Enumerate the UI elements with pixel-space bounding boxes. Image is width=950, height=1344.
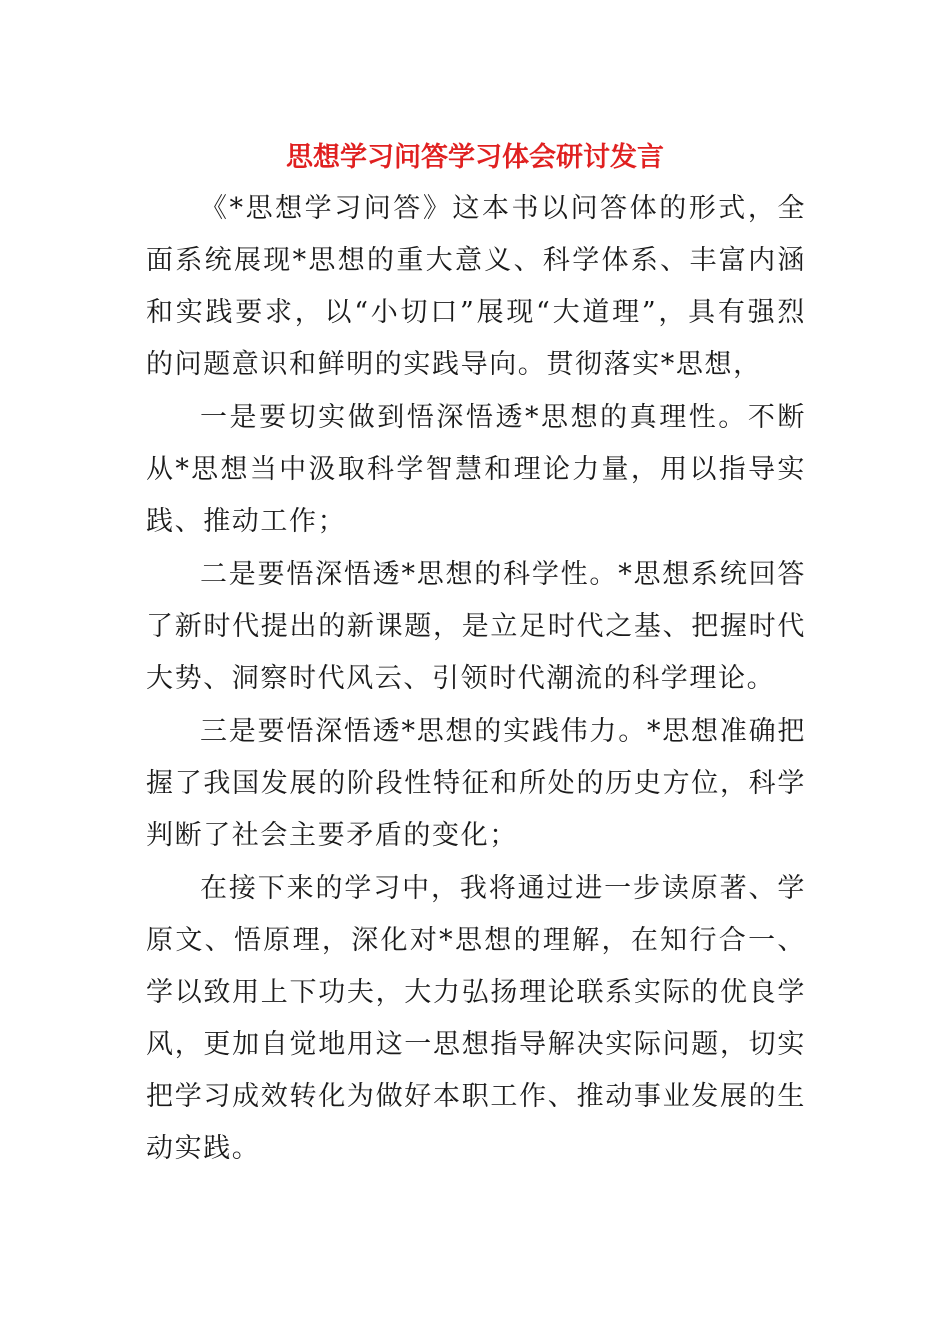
paragraph-conclusion: 在接下来的学习中，我将通过进一步读原著、学原文、悟原理，深化对*思想的理解，在知行合一、学以致用上下功夫，大力弘扬理论联系实际的优良学风，更加自觉地用这一思想指导解决实际问题，切实把学习成效转化为做好本职工作、推动事业发展的生动实践。 <box>146 873 806 1164</box>
paragraph-intro: 《*思想学习问答》这本书以问答体的形式，全面系统展现*思想的重大意义、科学体系、丰富内涵和实践要求，以“小切口”展现“大道理”，具有强烈的问题意识和鲜明的实践导向。贯彻落实*思想， <box>146 193 806 380</box>
paragraph-point-two: 二是要悟深悟透*思想的科学性。*思想系统回答了新时代提出的新课题，是立足时代之基、把握时代大势、洞察时代风云、引领时代潮流的科学理论。 <box>146 559 806 694</box>
document-title: 思想学习问答学习体会研讨发言 <box>286 142 664 173</box>
document-body <box>146 183 806 1176</box>
paragraph-point-three: 三是要悟深悟透*思想的实践伟力。*思想准确把握了我国发展的阶段性特征和所处的历史方位，科学判断了社会主要矛盾的变化； <box>146 716 806 851</box>
paragraph-point-one: 一是要切实做到悟深悟透*思想的真理性。不断从*思想当中汲取科学智慧和理论力量，用以指导实践、推动工作； <box>146 402 806 537</box>
